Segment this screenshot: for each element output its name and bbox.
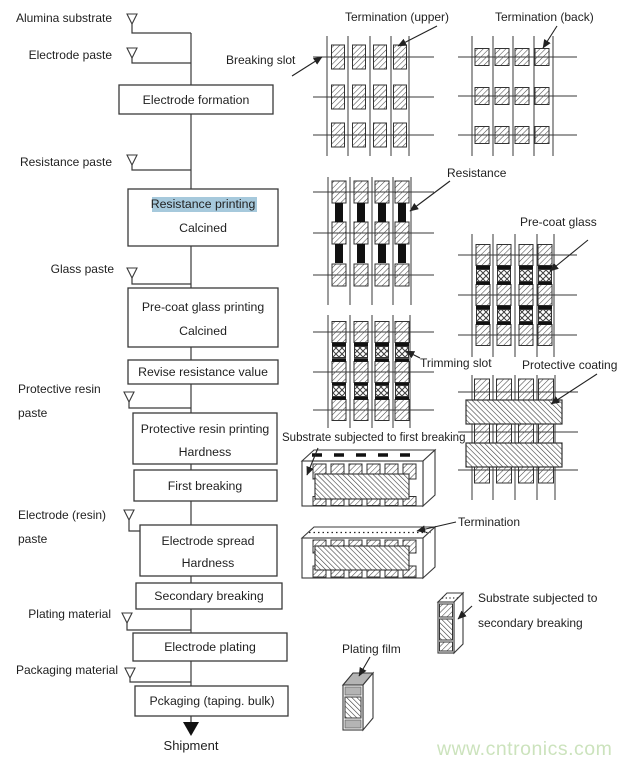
label-breaking-slot: Breaking slot xyxy=(226,53,296,67)
process-box-protective-resin-printing xyxy=(133,413,277,464)
box-label: Calcined xyxy=(179,324,227,338)
connector-resistance-paste xyxy=(132,165,191,170)
label-resistance: Resistance xyxy=(447,166,507,180)
watermark: www.cntronics.com xyxy=(437,738,613,760)
funnel-icon xyxy=(124,392,134,402)
label-termination-upper: Termination (upper) xyxy=(345,10,450,24)
connector-glass-paste xyxy=(132,278,191,284)
box-label: Pckaging (taping. bulk) xyxy=(149,694,275,708)
substrate-grid-termination-upper xyxy=(313,36,434,156)
arrow-termination-back xyxy=(543,26,557,48)
terminal-label-shipment: Shipment xyxy=(163,738,219,753)
input-label-protective-resin-2: paste xyxy=(18,406,48,420)
process-box-electrode-plating xyxy=(133,633,287,661)
connector-electrode-paste xyxy=(132,58,191,63)
box-label: First breaking xyxy=(167,479,243,493)
box-label: Electrode formation xyxy=(142,93,250,107)
process-box-first-breaking xyxy=(134,470,277,501)
funnel-icon xyxy=(125,668,135,678)
input-label-electrode-resin: Electrode (resin) xyxy=(18,508,107,522)
plating-cap xyxy=(345,720,361,728)
connector-packaging-material xyxy=(130,678,191,682)
process-box-precoat-glass-printing xyxy=(128,288,278,347)
box-label: Protective resin printing xyxy=(140,422,270,436)
box-label: Pre-coat glass printing xyxy=(141,300,265,314)
funnel-icon xyxy=(127,14,137,24)
funnel-icon xyxy=(127,48,137,58)
box-label: Resistance printing xyxy=(150,197,256,211)
input-label-glass-paste: Glass paste xyxy=(50,262,114,276)
connector-plating-material xyxy=(127,623,191,630)
box-label: Secondary breaking xyxy=(154,589,264,603)
shipment-arrow-icon xyxy=(183,722,199,736)
input-label-protective-resin: Protective resin xyxy=(18,382,101,396)
arrow-breaking-slot xyxy=(292,57,322,76)
funnel-icon xyxy=(122,613,132,623)
label-protective-coating: Protective coating xyxy=(522,358,618,372)
substrate-grid-precoat-glass xyxy=(458,234,577,357)
label-termination-back: Termination (back) xyxy=(495,10,594,24)
substrate-grid-protective-coating xyxy=(458,375,578,500)
input-label-resistance-paste: Resistance paste xyxy=(19,155,112,169)
substrate-grid-resistance xyxy=(313,177,434,305)
label-termination: Termination xyxy=(458,515,521,529)
label-secondary-breaking-1: Substrate subjected to xyxy=(478,591,598,605)
connector-alumina xyxy=(132,24,191,33)
label-trimming-slot: Trimming slot xyxy=(420,356,492,370)
funnel-icon xyxy=(124,510,134,520)
label-secondary-breaking-2: secondary breaking xyxy=(478,616,583,630)
label-first-breaking: Substrate subjected to first breaking xyxy=(282,432,466,444)
process-box-revise-resistance xyxy=(128,360,278,384)
input-label-electrode-resin-2: paste xyxy=(18,532,48,546)
funnel-icon xyxy=(127,268,137,278)
process-box-resistance-printing xyxy=(128,189,278,246)
input-label-alumina: Alumina substrate xyxy=(15,11,112,25)
coating-band xyxy=(466,400,562,424)
input-label-plating-material: Plating material xyxy=(28,607,111,621)
box-label: Electrode spread xyxy=(161,534,255,548)
box-label: Revise resistance value xyxy=(138,365,268,379)
box-label: Calcined xyxy=(179,221,227,235)
input-label-electrode-paste: Electrode paste xyxy=(28,48,112,62)
funnel-icon xyxy=(127,155,137,165)
arrow-protective-coating xyxy=(551,374,597,404)
label-precoat-glass: Pre-coat glass xyxy=(520,215,597,229)
substrate-grid-termination-back xyxy=(458,36,577,156)
plating-cap xyxy=(345,687,361,695)
process-box-packaging xyxy=(135,686,288,716)
label-plating-film: Plating film xyxy=(342,642,401,656)
process-box-secondary-breaking xyxy=(136,583,282,609)
connector-protective-resin xyxy=(129,402,191,408)
arrow-resistance xyxy=(410,181,450,211)
substrate-grid-trimming xyxy=(313,315,434,428)
substrate-termination-3d xyxy=(302,527,435,578)
box-label: Electrode plating xyxy=(164,640,256,654)
process-box-electrode-formation xyxy=(119,85,273,114)
arrow-termination-upper xyxy=(398,26,437,46)
input-label-packaging-material: Packaging material xyxy=(15,663,118,677)
chip-secondary-breaking-3d xyxy=(438,593,463,653)
chip-plating-film-3d xyxy=(343,673,373,730)
coating-band xyxy=(466,443,562,467)
flowchart xyxy=(16,11,288,753)
box-label: Hardness xyxy=(181,556,235,570)
box-label: Hardness xyxy=(178,445,232,459)
process-box-electrode-spread xyxy=(140,525,277,576)
substrate-first-breaking-3d xyxy=(302,450,435,506)
